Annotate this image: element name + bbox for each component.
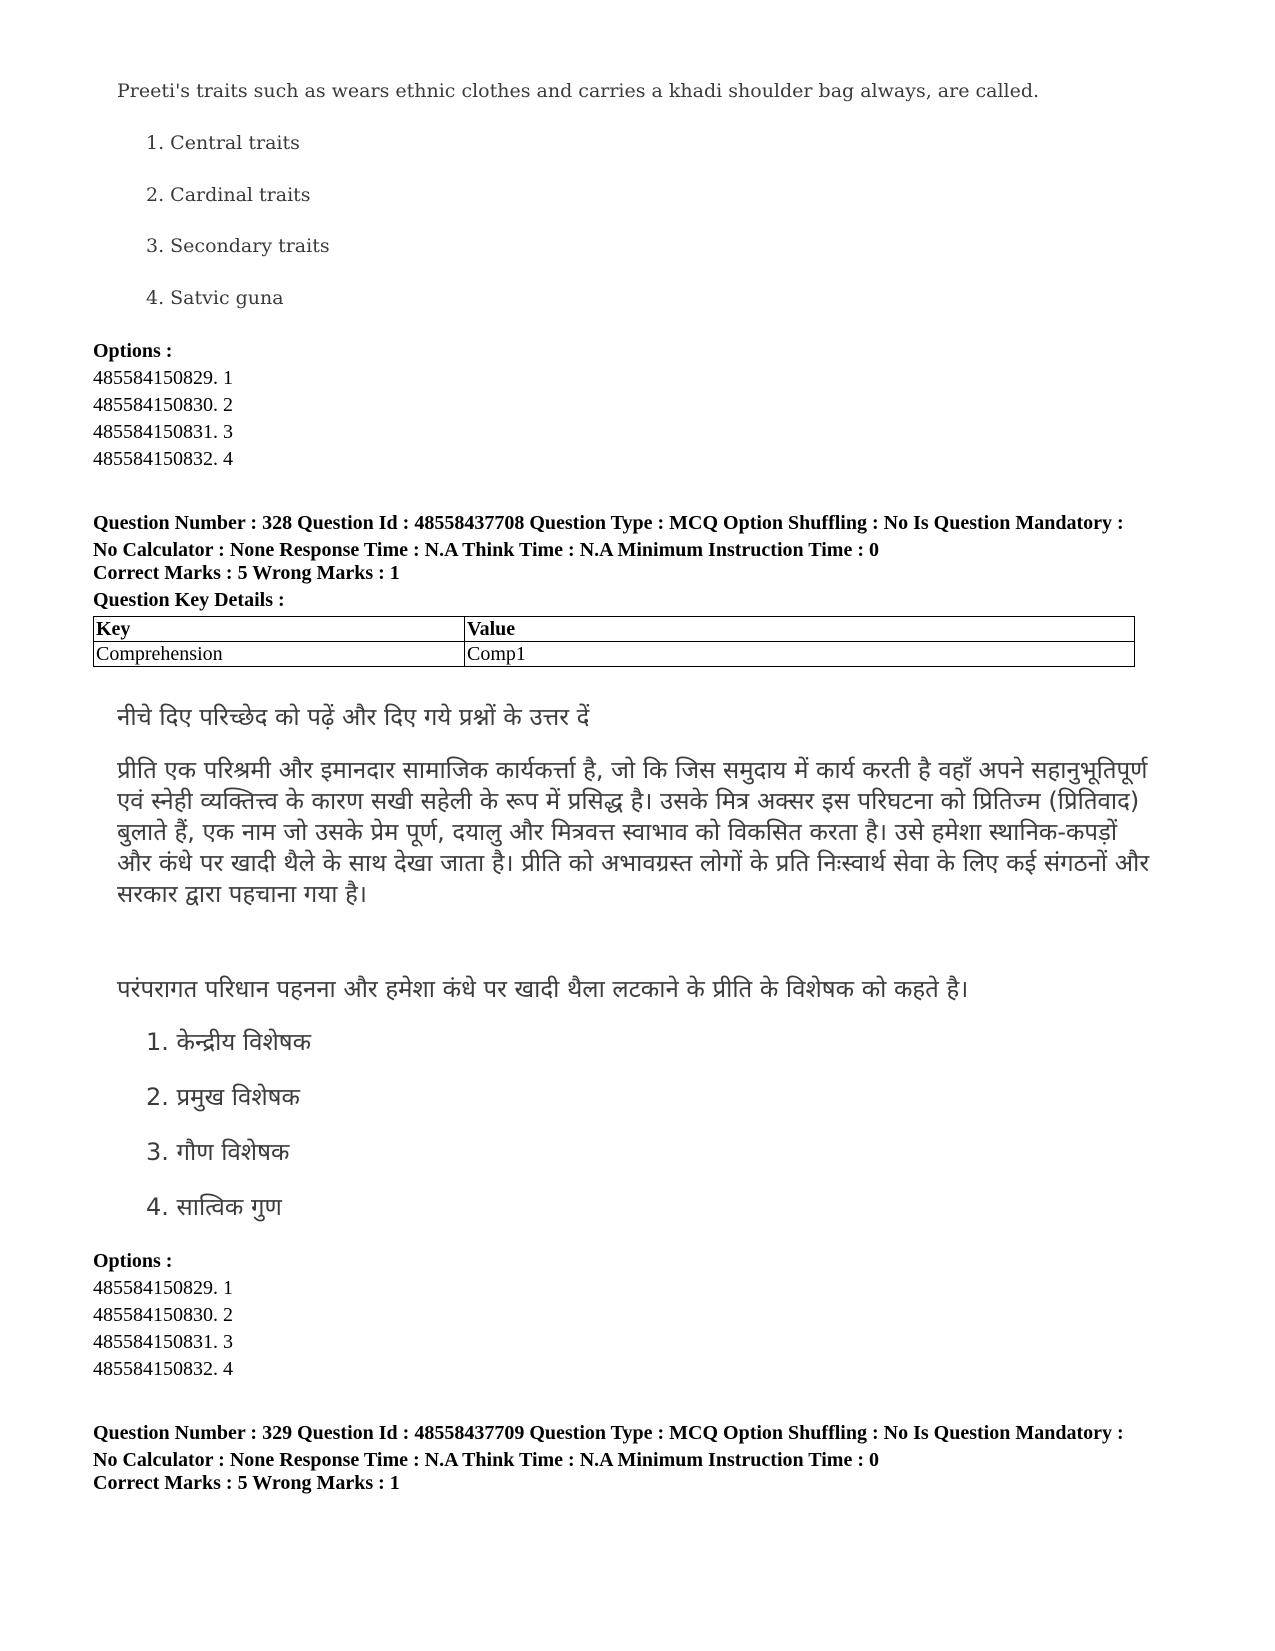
marks-line: Correct Marks : 5 Wrong Marks : 1 [93,562,400,584]
question-meta [93,510,1183,564]
passage-line: एवं स्नेही व्यक्तित्त्व के कारण सखी सहेली के रूप में प्रसिद्ध है। उसके मित्र अक्सर इस परिघटना को प्रितिज्म (प्रितिवाद) [117,787,1140,815]
passage-line: और कंधे पर खादी थैले के साथ देखा जाता है। प्रीति को अभावग्रस्त लोगों के प्रति निःस्वार्थ सेवा के लिए कई संगठनों और [117,849,1150,877]
option-id: 485584150831. 3 [93,1331,233,1353]
choice-3-hi: 3. गौण विशेषक [146,1138,290,1166]
options-list [93,1275,233,1383]
options-label: Options : [93,340,173,362]
option-id: 485584150831. 3 [93,421,233,443]
passage-instruction-hi: नीचे दिए परिच्छेद को पढ़ें और दिए गये प्रश्नों के उत्तर दें [117,703,590,731]
option-id: 485584150832. 4 [93,1358,233,1380]
question-meta-line: No Calculator : None Response Time : N.A Think Time : N.A Minimum Instruction Time : 0 [93,539,879,561]
question-text-hi: परंपरागत परिधान पहनना और हमेशा कंधे पर खादी थैला लटकाने के प्रीति के विशेषक को कहते है। [117,975,969,1003]
table-cell-key: Comprehension [94,642,465,667]
table-header-key: Key [94,617,465,642]
passage-line: बुलाते हैं, एक नाम जो उसके प्रेम पूर्ण, दयालु और मित्रवत्त स्वाभाव को विकसित करता है। उसे हमेशा स्थानिक-कपड़ों [117,818,1118,846]
passage-hi [117,755,1150,910]
key-details-table [93,616,1135,667]
option-id: 485584150830. 2 [93,394,233,416]
question-meta-line: No Calculator : None Response Time : N.A Think Time : N.A Minimum Instruction Time : 0 [93,1449,879,1471]
choice-2: 2. Cardinal traits [146,184,311,206]
choice-1: 1. Central traits [146,132,300,154]
option-id: 485584150829. 1 [93,1277,233,1299]
table-header-row [94,617,1135,642]
passage-line: प्रीति एक परिश्रमी और इमानदार सामाजिक कार्यकर्त्ता है, जो कि जिस समुदाय में कार्य करती है वहाँ अपने सहानुभूतिपूर्ण [117,756,1148,784]
key-details-label: Question Key Details : [93,589,285,611]
question-text-en: Preeti's traits such as wears ethnic clothes and carries a khadi shoulder bag always, are called. [117,80,1040,102]
question-meta-line: Question Number : 329 Question Id : 48558437709 Question Type : MCQ Option Shuffling : No Is Question Mandatory : [93,1422,1124,1444]
question-meta [93,1420,1183,1474]
table-row [94,642,1135,667]
passage-line: सरकार द्वारा पहचाना गया है। [117,880,367,908]
choice-4: 4. Satvic guna [146,287,284,309]
question-meta-line: Question Number : 328 Question Id : 48558437708 Question Type : MCQ Option Shuffling : No Is Question Mandatory : [93,512,1124,534]
marks-line: Correct Marks : 5 Wrong Marks : 1 [93,1472,400,1494]
options-list [93,365,233,473]
option-id: 485584150832. 4 [93,448,233,470]
option-id: 485584150829. 1 [93,367,233,389]
option-id: 485584150830. 2 [93,1304,233,1326]
table-cell-value: Comp1 [465,642,1135,667]
options-label: Options : [93,1250,173,1272]
choice-1-hi: 1. केन्द्रीय विशेषक [146,1028,312,1056]
choice-2-hi: 2. प्रमुख विशेषक [146,1083,300,1111]
table-header-value: Value [465,617,1135,642]
choice-4-hi: 4. सात्विक गुण [146,1193,282,1221]
choice-3: 3. Secondary traits [146,235,330,257]
